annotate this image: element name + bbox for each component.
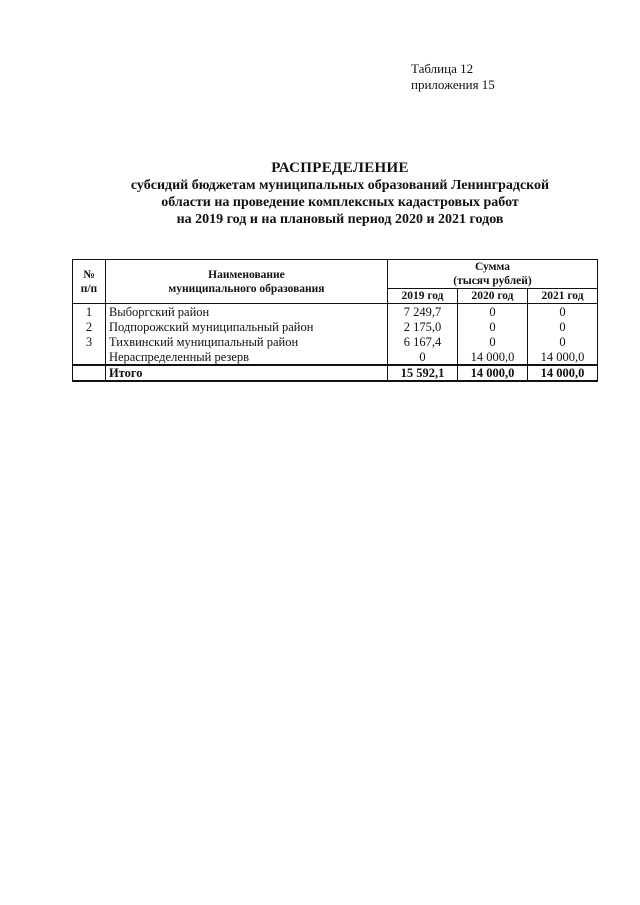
row-name: Тихвинский муниципальный район: [105, 334, 387, 349]
row-value-2020: 14 000,0: [457, 349, 527, 365]
title-line-1: субсидий бюджетам муниципальных образований Ленинградской: [130, 178, 550, 193]
document-title: [60, 160, 620, 228]
row-value-2019: 6 167,4: [387, 334, 457, 349]
header-name-line-1: Наименование: [208, 268, 285, 281]
row-name: Подпорожский муниципальный район: [105, 319, 387, 334]
table-row: [73, 349, 598, 365]
header-number-line-1: №: [83, 268, 95, 281]
title-heading: РАСПРЕДЕЛЕНИЕ: [271, 160, 409, 176]
row-value-2020: 0: [457, 334, 527, 349]
table-row: [73, 304, 598, 320]
row-value-2021: 0: [527, 319, 597, 334]
table-row: [73, 334, 598, 349]
row-value-2019: 0: [387, 349, 457, 365]
row-value-2019: 2 175,0: [387, 319, 457, 334]
header-name-line-2: муниципального образования: [168, 282, 325, 295]
header-name: [105, 260, 387, 304]
total-value-2021: 14 000,0: [527, 365, 597, 381]
table-reference: [411, 61, 495, 93]
row-value-2020: 0: [457, 319, 527, 334]
total-number-cell: [73, 365, 106, 381]
row-number: 1: [73, 304, 106, 320]
header-year-2021: 2021 год: [527, 289, 597, 304]
title-line-2: области на проведение комплексных кадастровых работ: [161, 195, 519, 210]
total-label: Итого: [105, 365, 387, 381]
total-row: [73, 365, 598, 381]
row-value-2021: 0: [527, 304, 597, 320]
header-sum-line-2: (тысяч рублей): [453, 275, 532, 287]
distribution-table: [72, 259, 598, 382]
row-number: 3: [73, 334, 106, 349]
row-number: 2: [73, 319, 106, 334]
header-number: [73, 260, 106, 304]
row-value-2021: 14 000,0: [527, 349, 597, 365]
row-name: Нераспределенный резерв: [105, 349, 387, 365]
row-number: [73, 349, 106, 365]
header-number-line-2: п/п: [80, 282, 98, 295]
header-year-2020: 2020 год: [457, 289, 527, 304]
row-value-2021: 0: [527, 334, 597, 349]
row-name: Выборгский район: [105, 304, 387, 320]
header-sum-line-1: Сумма: [475, 261, 510, 273]
row-value-2020: 0: [457, 304, 527, 320]
table-number: Таблица 12: [411, 61, 474, 76]
header-sum: [387, 260, 597, 289]
total-value-2020: 14 000,0: [457, 365, 527, 381]
table-row: [73, 319, 598, 334]
header-year-2019: 2019 год: [387, 289, 457, 304]
row-value-2019: 7 249,7: [387, 304, 457, 320]
total-value-2019: 15 592,1: [387, 365, 457, 381]
appendix-reference: приложения 15: [411, 77, 495, 92]
title-line-3: на 2019 год и на плановый период 2020 и 2021 годов: [176, 212, 504, 227]
